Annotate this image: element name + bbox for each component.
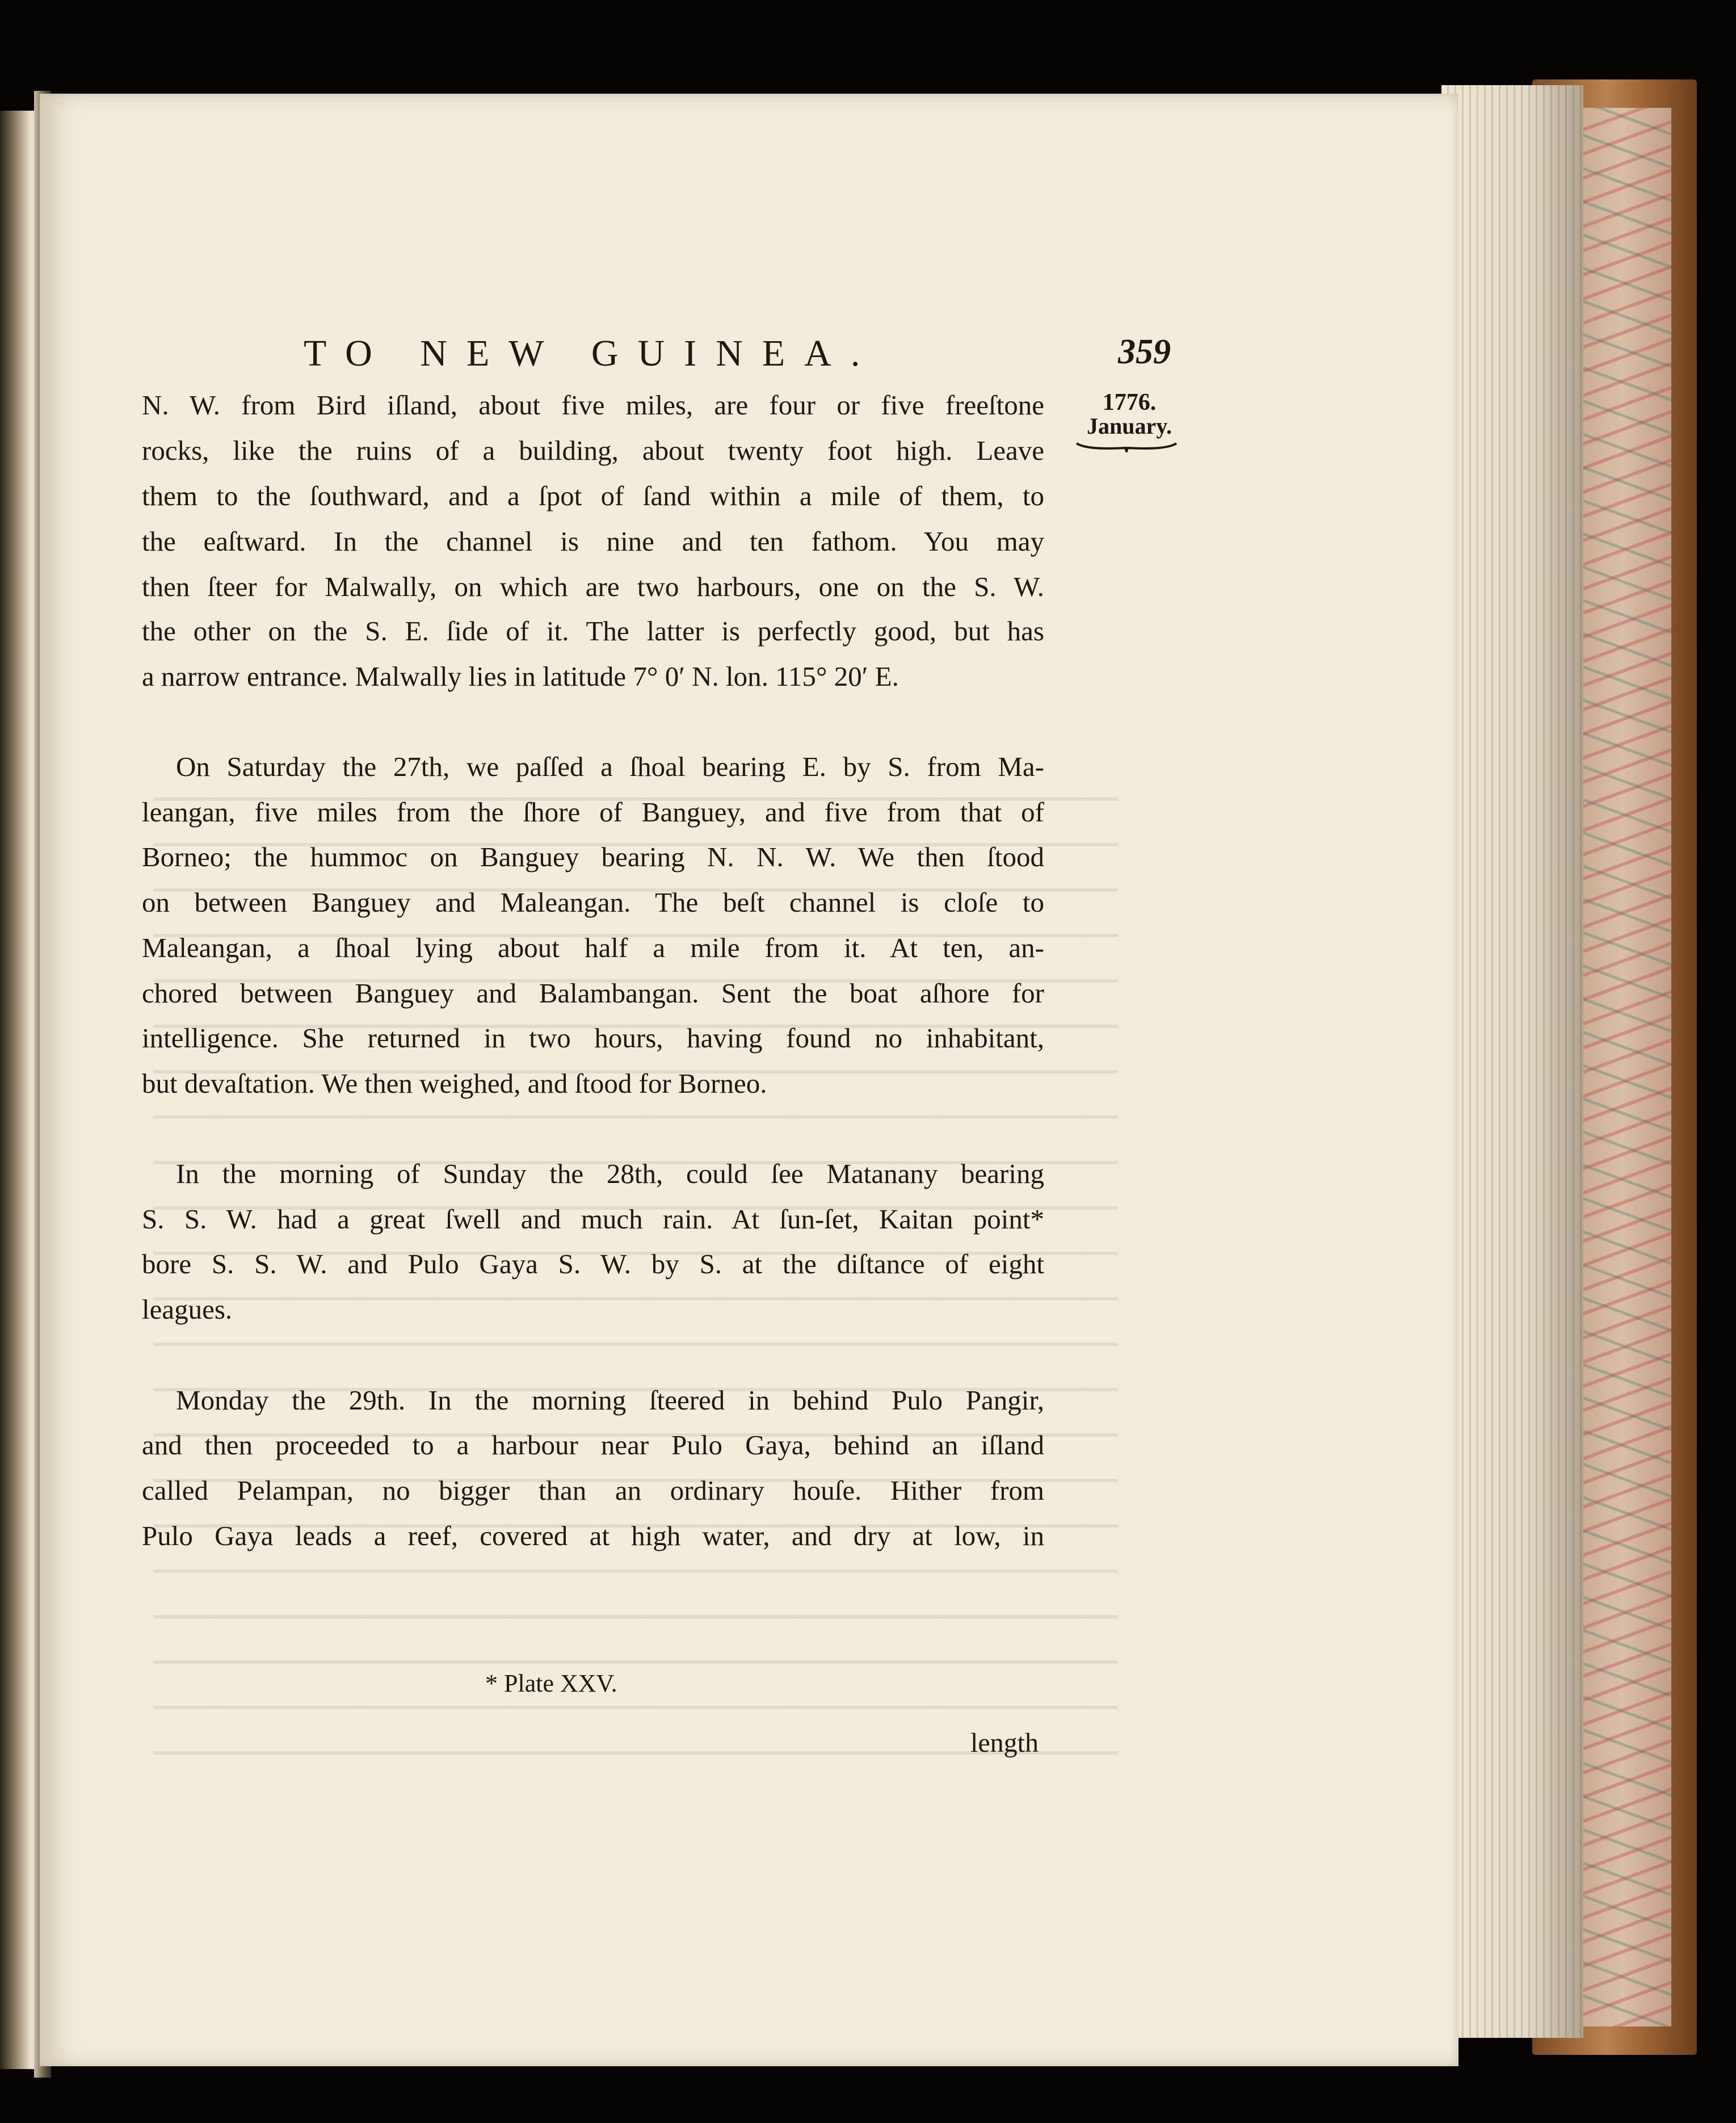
text-line: then ſteer for Malwally, on which are two harbours, one on the S. W. (142, 571, 1044, 602)
text-line: bore S. S. W. and Pulo Gaya S. W. by S. at the diſtance of eight (142, 1248, 1044, 1279)
text-line: S. S. W. had a great ſwell and much rain. At ſun-ſet, Kaitan point* (142, 1203, 1044, 1235)
text-line: the eaſtward. In the channel is nine and ten fathom. You may (142, 526, 1044, 557)
brace-ornament (1075, 441, 1178, 452)
text-line: N. W. from Bird iſland, about five miles, are four or five freeſtone (142, 389, 1044, 421)
text-line: them to the ſouthward, and a ſpot of ſand within a mile of them, to (142, 480, 1044, 511)
marbled-endpaper (1572, 108, 1671, 2026)
book-page (40, 94, 1458, 2066)
text-line: chored between Banguey and Balambangan. Sent the boat aſhore for (142, 977, 1044, 1009)
running-head: TO NEW GUINEA. (304, 333, 880, 374)
background-edge (1703, 0, 1736, 2123)
text-line: the other on the S. E. ſide of it. The latter is perfectly good, but has (142, 615, 1044, 647)
text-line: rocks, like the ruins of a building, about twenty foot high. Leave (142, 435, 1044, 466)
text-line: Borneo; the hummoc on Banguey bearing N. N. W. We then ſtood (142, 841, 1044, 872)
text-line: Pulo Gaya leads a reef, covered at high water, and dry at low, in (142, 1520, 1044, 1551)
text-line: leagues. (142, 1294, 233, 1325)
text-line: intelligence. She returned in two hours, having found no inhabitant, (142, 1022, 1044, 1054)
footnote: * Plate XXV. (485, 1669, 617, 1697)
page-number: 359 (1118, 333, 1171, 371)
text-line: called Pelampan, no bigger than an ordinary houſe. Hither from (142, 1475, 1044, 1506)
text-line: Maleangan, a ſhoal lying about half a mile from it. At ten, an- (142, 932, 1044, 963)
text-line: but devaſtation. We then weighed, and ſtood for Borneo. (142, 1068, 767, 1099)
page-block-shadow (1441, 85, 1583, 2038)
page-text (40, 94, 1458, 2066)
text-line: Monday the 29th. In the morning ſteered in behind Pulo Pangir, (176, 1384, 1044, 1416)
text-line: a narrow entrance. Malwally lies in latitude 7° 0′ N. lon. 115° 20′ E. (142, 661, 899, 692)
text-line: on between Banguey and Maleangan. The beſt channel is cloſe to (142, 887, 1044, 918)
text-line: leangan, five miles from the ſhore of Banguey, and five from that of (142, 796, 1044, 828)
catchword: length (970, 1728, 1039, 1758)
marginal-month: January. (1086, 413, 1172, 439)
text-line: On Saturday the 27th, we paſſed a ſhoal bearing E. by S. from Ma- (176, 751, 1044, 782)
marginal-year: 1776. (1102, 389, 1157, 416)
text-line: In the morning of Sunday the 28th, could ſee Matanany bearing (176, 1158, 1044, 1189)
text-line: and then proceeded to a harbour near Pulo Gaya, behind an iſland (142, 1429, 1044, 1461)
